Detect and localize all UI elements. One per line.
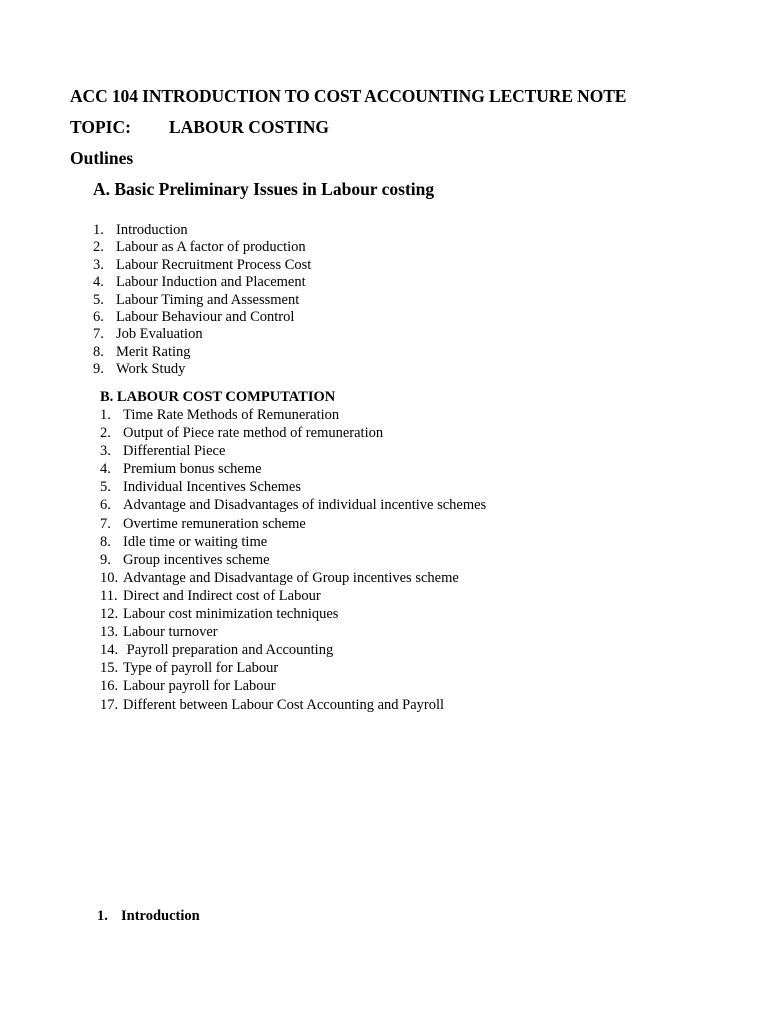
introduction-text: Introduction: [121, 908, 200, 924]
list-item-number: 6.: [100, 497, 111, 514]
list-item-text: Different between Labour Cost Accounting and Payroll: [123, 696, 445, 713]
list-item-text: Premium bonus scheme: [123, 461, 262, 478]
list-item-number: 15.: [100, 660, 119, 677]
list-item-text: Merit Rating: [116, 343, 191, 360]
list-item-number: 13.: [100, 624, 119, 641]
list-item-text: Type of payroll for Labour: [123, 660, 279, 677]
list-item-text: Overtime remuneration scheme: [123, 515, 306, 532]
list-item-number: 12.: [100, 606, 119, 623]
list-item-number: 9.: [93, 361, 104, 378]
topic-line: [70, 117, 329, 138]
list-item-number: 2.: [93, 239, 104, 256]
list-item-number: 7.: [100, 515, 111, 532]
list-item-text: Payroll preparation and Accounting: [123, 642, 334, 659]
list-item-number: 10.: [100, 569, 119, 586]
list-item-text: Labour payroll for Labour: [123, 678, 276, 695]
list-item-number: 3.: [93, 256, 104, 273]
list-item-text: Individual Incentives Schemes: [123, 479, 301, 496]
list-item-number: 7.: [93, 326, 104, 343]
list-item-number: 1.: [100, 407, 111, 423]
list-item-text: Labour cost minimization techniques: [123, 606, 339, 623]
list-item-number: 8.: [100, 533, 111, 550]
list-item-text: Labour Timing and Assessment: [116, 291, 300, 308]
section-a-heading: A. Basic Preliminary Issues in Labour costing: [93, 179, 435, 199]
introduction-heading: [97, 908, 200, 925]
list-item-text: Advantage and Disadvantage of Group incentives scheme: [123, 569, 459, 586]
list-item-text: Differential Piece: [123, 443, 226, 460]
list-item-text: Direct and Indirect cost of Labour: [123, 587, 321, 604]
list-item-text: Job Evaluation: [116, 326, 203, 343]
list-item-text: Labour Behaviour and Control: [116, 308, 295, 325]
list-item-number: 3.: [100, 443, 111, 460]
section-b-heading: B. LABOUR COST COMPUTATION: [100, 389, 336, 405]
list-item-text: Time Rate Methods of Remuneration: [123, 407, 340, 423]
list-item-number: 14.: [100, 642, 119, 659]
list-item-number: 8.: [93, 343, 104, 360]
list-item-number: 9.: [100, 551, 111, 568]
list-item-number: 6.: [93, 308, 104, 325]
list-item-text: Group incentives scheme: [123, 551, 270, 568]
document-title: ACC 104 INTRODUCTION TO COST ACCOUNTING LECTURE NOTE: [70, 86, 627, 106]
topic-label: TOPIC:: [70, 117, 131, 137]
list-item-number: 5.: [93, 291, 104, 308]
list-item-text: Labour turnover: [123, 624, 218, 641]
list-item-number: 4.: [100, 461, 111, 478]
list-item-text: Labour Recruitment Process Cost: [116, 256, 312, 273]
list-item-text: Output of Piece rate method of remuneration: [123, 425, 384, 442]
introduction-number: 1.: [97, 908, 108, 924]
list-item-text: Labour Induction and Placement: [116, 274, 306, 291]
list-item-text: Idle time or waiting time: [123, 533, 268, 550]
list-item-number: 5.: [100, 479, 111, 496]
topic-value: LABOUR COSTING: [169, 117, 329, 137]
list-item-text: Advantage and Disadvantages of individual incentive schemes: [123, 497, 487, 514]
list-item-text: Labour as A factor of production: [116, 239, 306, 256]
outlines-heading: Outlines: [70, 148, 134, 168]
list-item-number: 1.: [93, 222, 104, 238]
list-item-number: 17.: [100, 696, 119, 713]
list-item-number: 11.: [100, 587, 118, 604]
list-item-number: 2.: [100, 425, 111, 442]
list-item-number: 16.: [100, 678, 119, 695]
list-item-text: Introduction: [116, 222, 188, 238]
list-item-text: Work Study: [116, 361, 186, 378]
list-item-number: 4.: [93, 274, 104, 291]
